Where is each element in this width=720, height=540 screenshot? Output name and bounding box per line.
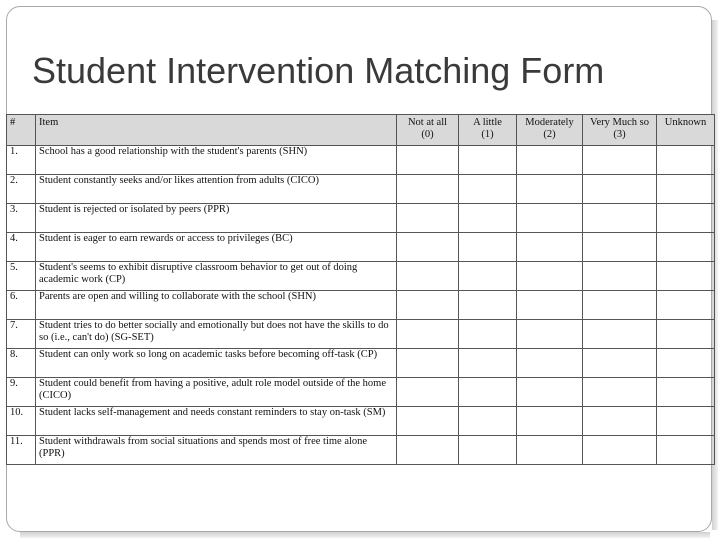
rating-cell-unknown[interactable] bbox=[657, 436, 715, 465]
row-number: 11. bbox=[7, 436, 36, 465]
page-title: Student Intervention Matching Form bbox=[32, 50, 605, 91]
row-item: Student is rejected or isolated by peers (PPR) bbox=[36, 204, 397, 233]
rating-cell-unknown[interactable] bbox=[657, 349, 715, 378]
row-number: 6. bbox=[7, 291, 36, 320]
row-number: 1. bbox=[7, 146, 36, 175]
header-unknown: Unknown bbox=[657, 115, 715, 146]
rating-cell-a-little[interactable] bbox=[459, 175, 517, 204]
rating-cell-a-little[interactable] bbox=[459, 320, 517, 349]
rating-cell-moderately[interactable] bbox=[517, 407, 583, 436]
table-row bbox=[7, 175, 715, 204]
table-row bbox=[7, 349, 715, 378]
row-item: Student can only work so long on academic tasks before becoming off-task (CP) bbox=[36, 349, 397, 378]
rating-cell-unknown[interactable] bbox=[657, 146, 715, 175]
rating-cell-not-at-all[interactable] bbox=[397, 262, 459, 291]
rating-cell-not-at-all[interactable] bbox=[397, 436, 459, 465]
rating-cell-a-little[interactable] bbox=[459, 233, 517, 262]
slide-shadow-bottom bbox=[20, 532, 710, 538]
rating-cell-moderately[interactable] bbox=[517, 262, 583, 291]
rating-cell-unknown[interactable] bbox=[657, 320, 715, 349]
rating-cell-not-at-all[interactable] bbox=[397, 291, 459, 320]
row-number: 10. bbox=[7, 407, 36, 436]
rating-cell-unknown[interactable] bbox=[657, 175, 715, 204]
rating-cell-moderately[interactable] bbox=[517, 349, 583, 378]
row-number: 3. bbox=[7, 204, 36, 233]
rating-cell-moderately[interactable] bbox=[517, 146, 583, 175]
rating-cell-a-little[interactable] bbox=[459, 262, 517, 291]
table-row bbox=[7, 436, 715, 465]
rating-cell-moderately[interactable] bbox=[517, 204, 583, 233]
row-number: 9. bbox=[7, 378, 36, 407]
rating-cell-a-little[interactable] bbox=[459, 436, 517, 465]
rating-cell-unknown[interactable] bbox=[657, 378, 715, 407]
table-header-row bbox=[7, 115, 715, 146]
row-number: 7. bbox=[7, 320, 36, 349]
rating-cell-very-much-so[interactable] bbox=[583, 233, 657, 262]
intervention-table bbox=[6, 114, 715, 465]
row-item: Student constantly seeks and/or likes attention from adults (CICO) bbox=[36, 175, 397, 204]
rating-cell-moderately[interactable] bbox=[517, 233, 583, 262]
rating-cell-moderately[interactable] bbox=[517, 291, 583, 320]
row-item: Student could benefit from having a positive, adult role model outside of the home (CICO) bbox=[36, 378, 397, 407]
rating-cell-not-at-all[interactable] bbox=[397, 349, 459, 378]
rating-cell-not-at-all[interactable] bbox=[397, 378, 459, 407]
rating-cell-unknown[interactable] bbox=[657, 291, 715, 320]
row-item: Parents are open and willing to collaborate with the school (SHN) bbox=[36, 291, 397, 320]
rating-cell-unknown[interactable] bbox=[657, 233, 715, 262]
rating-cell-very-much-so[interactable] bbox=[583, 175, 657, 204]
rating-cell-not-at-all[interactable] bbox=[397, 204, 459, 233]
rating-cell-very-much-so[interactable] bbox=[583, 436, 657, 465]
rating-cell-a-little[interactable] bbox=[459, 407, 517, 436]
table-row bbox=[7, 291, 715, 320]
rating-cell-very-much-so[interactable] bbox=[583, 349, 657, 378]
table-row bbox=[7, 204, 715, 233]
rating-cell-a-little[interactable] bbox=[459, 204, 517, 233]
rating-cell-a-little[interactable] bbox=[459, 146, 517, 175]
rating-cell-very-much-so[interactable] bbox=[583, 407, 657, 436]
rating-cell-not-at-all[interactable] bbox=[397, 233, 459, 262]
rating-cell-a-little[interactable] bbox=[459, 349, 517, 378]
rating-cell-very-much-so[interactable] bbox=[583, 204, 657, 233]
header-very-much-so: Very Much so (3) bbox=[583, 115, 657, 146]
table-row bbox=[7, 146, 715, 175]
rating-cell-unknown[interactable] bbox=[657, 407, 715, 436]
table-row bbox=[7, 320, 715, 349]
row-item: School has a good relationship with the student's parents (SHN) bbox=[36, 146, 397, 175]
table-row bbox=[7, 407, 715, 436]
table-row bbox=[7, 262, 715, 291]
header-not-at-all: Not at all (0) bbox=[397, 115, 459, 146]
rating-cell-unknown[interactable] bbox=[657, 262, 715, 291]
header-moderately: Moderately (2) bbox=[517, 115, 583, 146]
rating-cell-very-much-so[interactable] bbox=[583, 291, 657, 320]
rating-cell-a-little[interactable] bbox=[459, 291, 517, 320]
table-row bbox=[7, 233, 715, 262]
header-item: Item bbox=[36, 115, 397, 146]
rating-cell-moderately[interactable] bbox=[517, 320, 583, 349]
header-a-little: A little (1) bbox=[459, 115, 517, 146]
rating-cell-very-much-so[interactable] bbox=[583, 262, 657, 291]
rating-cell-not-at-all[interactable] bbox=[397, 320, 459, 349]
row-item: Student withdrawals from social situations and spends most of free time alone (PPR) bbox=[36, 436, 397, 465]
rating-cell-unknown[interactable] bbox=[657, 204, 715, 233]
header-number: # bbox=[7, 115, 36, 146]
table-row bbox=[7, 378, 715, 407]
row-number: 4. bbox=[7, 233, 36, 262]
row-item: Student lacks self-management and needs constant reminders to stay on-task (SM) bbox=[36, 407, 397, 436]
row-number: 5. bbox=[7, 262, 36, 291]
rating-cell-moderately[interactable] bbox=[517, 378, 583, 407]
rating-cell-not-at-all[interactable] bbox=[397, 407, 459, 436]
rating-cell-very-much-so[interactable] bbox=[583, 378, 657, 407]
rating-cell-not-at-all[interactable] bbox=[397, 146, 459, 175]
row-item: Student's seems to exhibit disruptive classroom behavior to get out of doing academic work (CP) bbox=[36, 262, 397, 291]
rating-cell-moderately[interactable] bbox=[517, 175, 583, 204]
rating-cell-very-much-so[interactable] bbox=[583, 146, 657, 175]
row-number: 2. bbox=[7, 175, 36, 204]
row-number: 8. bbox=[7, 349, 36, 378]
rating-cell-not-at-all[interactable] bbox=[397, 175, 459, 204]
row-item: Student is eager to earn rewards or access to privileges (BC) bbox=[36, 233, 397, 262]
rating-cell-very-much-so[interactable] bbox=[583, 320, 657, 349]
rating-cell-a-little[interactable] bbox=[459, 378, 517, 407]
rating-cell-moderately[interactable] bbox=[517, 436, 583, 465]
row-item: Student tries to do better socially and emotionally but does not have the skills to do so (i.e., can't do) (SG-SET) bbox=[36, 320, 397, 349]
